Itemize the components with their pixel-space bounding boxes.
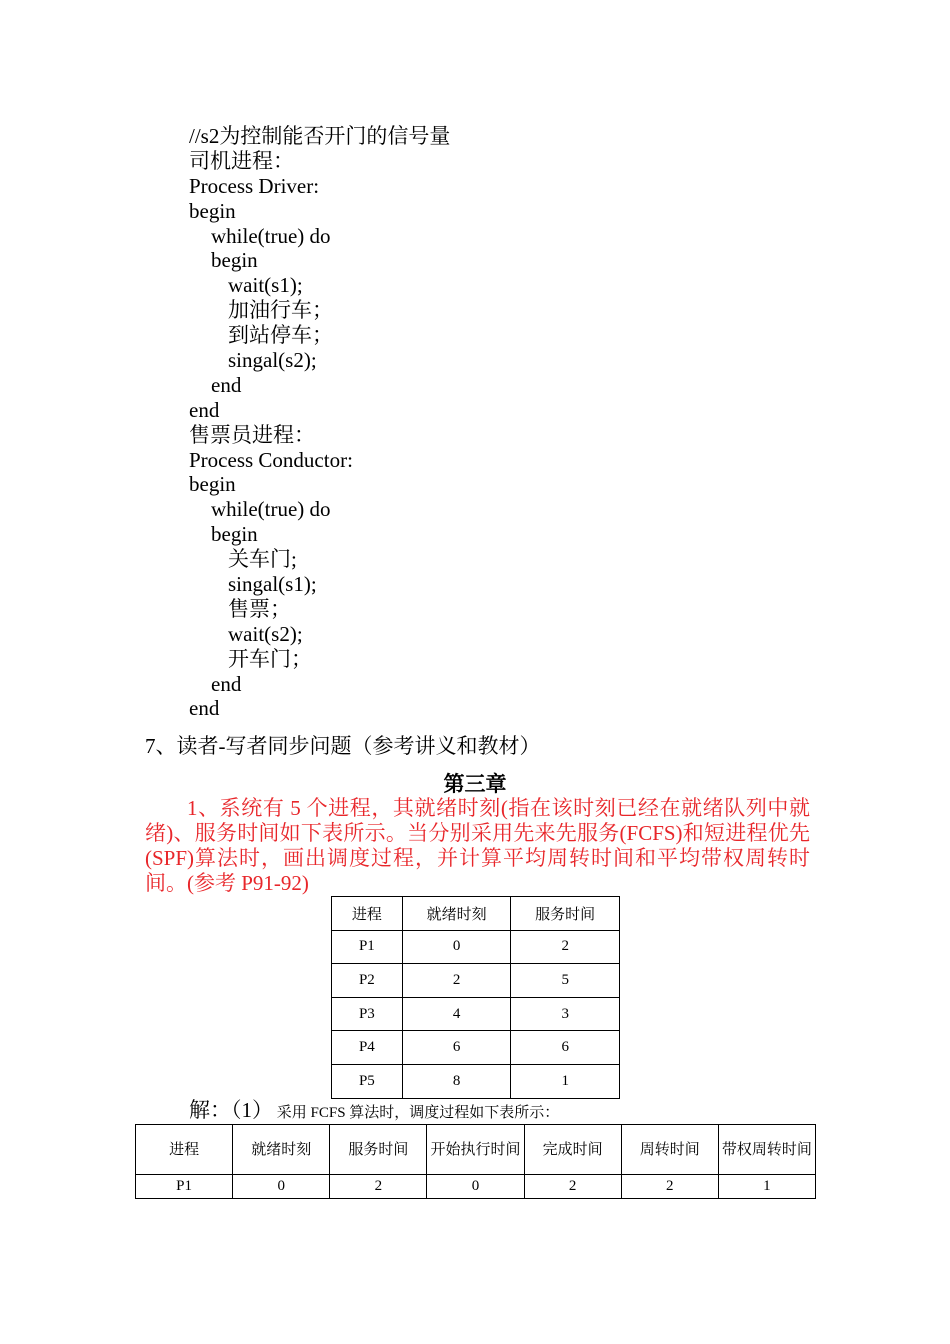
table-cell: 6 <box>511 1031 620 1065</box>
table-cell: 2 <box>330 1175 427 1199</box>
table-header-cell: 服务时间 <box>330 1125 427 1175</box>
table-header-cell: 带权周转时间 <box>718 1125 815 1175</box>
code-line: begin <box>211 522 258 547</box>
code-block <box>189 124 789 721</box>
table-cell: 4 <box>402 997 511 1031</box>
code-line: begin <box>189 472 236 497</box>
solution-text: 采用 FCFS 算法时，调度过程如下表所示： <box>273 1105 560 1121</box>
code-line: while(true) do <box>211 497 331 522</box>
code-line: begin <box>189 198 236 223</box>
code-line: end <box>211 372 242 397</box>
table-cell: P1 <box>136 1175 233 1199</box>
process-table <box>331 896 620 1099</box>
table-cell: 0 <box>402 930 511 964</box>
code-line: 售票； <box>228 596 291 621</box>
question-7: 7、读者-写者同步问题（参考讲义和教材） <box>145 734 541 758</box>
table-cell: P3 <box>332 997 403 1031</box>
problem-statement: 1、系统有 5 个进程，其就绪时刻(指在该时刻已经在就绪队列中就绪)、服务时间如下表所示。当分别采用先来先服务(FCFS)和短进程优先(SPF)算法时，画出调度过程，并计算平均周转时间和平均带权周转时间。(参考 P91-92) <box>145 796 810 895</box>
table-cell: 1 <box>511 1064 620 1098</box>
table-cell: 6 <box>402 1031 511 1065</box>
table-cell: 3 <box>511 997 620 1031</box>
code-line: //s2为控制能否开门的信号量 <box>189 124 451 148</box>
table-header-cell: 进程 <box>136 1125 233 1175</box>
code-line: end <box>211 671 242 696</box>
table-row <box>332 1031 620 1065</box>
table-cell: P5 <box>332 1064 403 1098</box>
fcfs-table <box>135 1124 816 1199</box>
code-line: wait(s2); <box>228 621 303 646</box>
table-header-cell: 开始执行时间 <box>427 1125 524 1175</box>
table-header-cell: 周转时间 <box>621 1125 718 1175</box>
code-line: 司机进程： <box>189 148 294 173</box>
table-cell: 8 <box>402 1064 511 1098</box>
solution-prefix: 解：（1） <box>189 1098 273 1122</box>
table-cell: P1 <box>332 930 403 964</box>
code-line: 售票员进程： <box>189 422 315 447</box>
code-line: 到站停车； <box>228 323 333 348</box>
table-cell: 5 <box>511 964 620 998</box>
solution-intro <box>189 1097 559 1126</box>
code-line: Process Driver: <box>189 173 320 198</box>
code-line: singal(s2); <box>228 348 317 373</box>
table-row <box>332 930 620 964</box>
code-line: end <box>189 397 220 422</box>
table-cell: P4 <box>332 1031 403 1065</box>
table-header-cell: 进程 <box>332 897 403 931</box>
code-line: wait(s1); <box>228 273 303 298</box>
table-cell: 2 <box>402 964 511 998</box>
chapter-title: 第三章 <box>443 772 507 796</box>
table-cell: P2 <box>332 964 403 998</box>
table-row <box>332 1064 620 1098</box>
code-line: end <box>189 696 220 721</box>
table-header-cell: 就绪时刻 <box>402 897 511 931</box>
code-line: 关车门; <box>228 547 297 572</box>
table-header-cell: 就绪时刻 <box>233 1125 330 1175</box>
code-line: singal(s1); <box>228 572 317 597</box>
code-line: begin <box>211 248 258 273</box>
table-cell: 2 <box>511 930 620 964</box>
table-row <box>332 964 620 998</box>
table-header-cell: 服务时间 <box>511 897 620 931</box>
table-cell: 2 <box>621 1175 718 1199</box>
table-header-row <box>332 897 620 931</box>
table-cell: 2 <box>524 1175 621 1199</box>
table-header-cell: 完成时间 <box>524 1125 621 1175</box>
table-header-row <box>136 1125 816 1175</box>
code-line: while(true) do <box>211 223 331 248</box>
table-cell: 1 <box>718 1175 815 1199</box>
code-line: Process Conductor: <box>189 447 353 472</box>
table-cell: 0 <box>233 1175 330 1199</box>
code-line: 开车门； <box>228 646 312 671</box>
code-line: 加油行车； <box>228 298 333 323</box>
table-row <box>332 997 620 1031</box>
table-cell: 0 <box>427 1175 524 1199</box>
table-row <box>136 1175 816 1199</box>
